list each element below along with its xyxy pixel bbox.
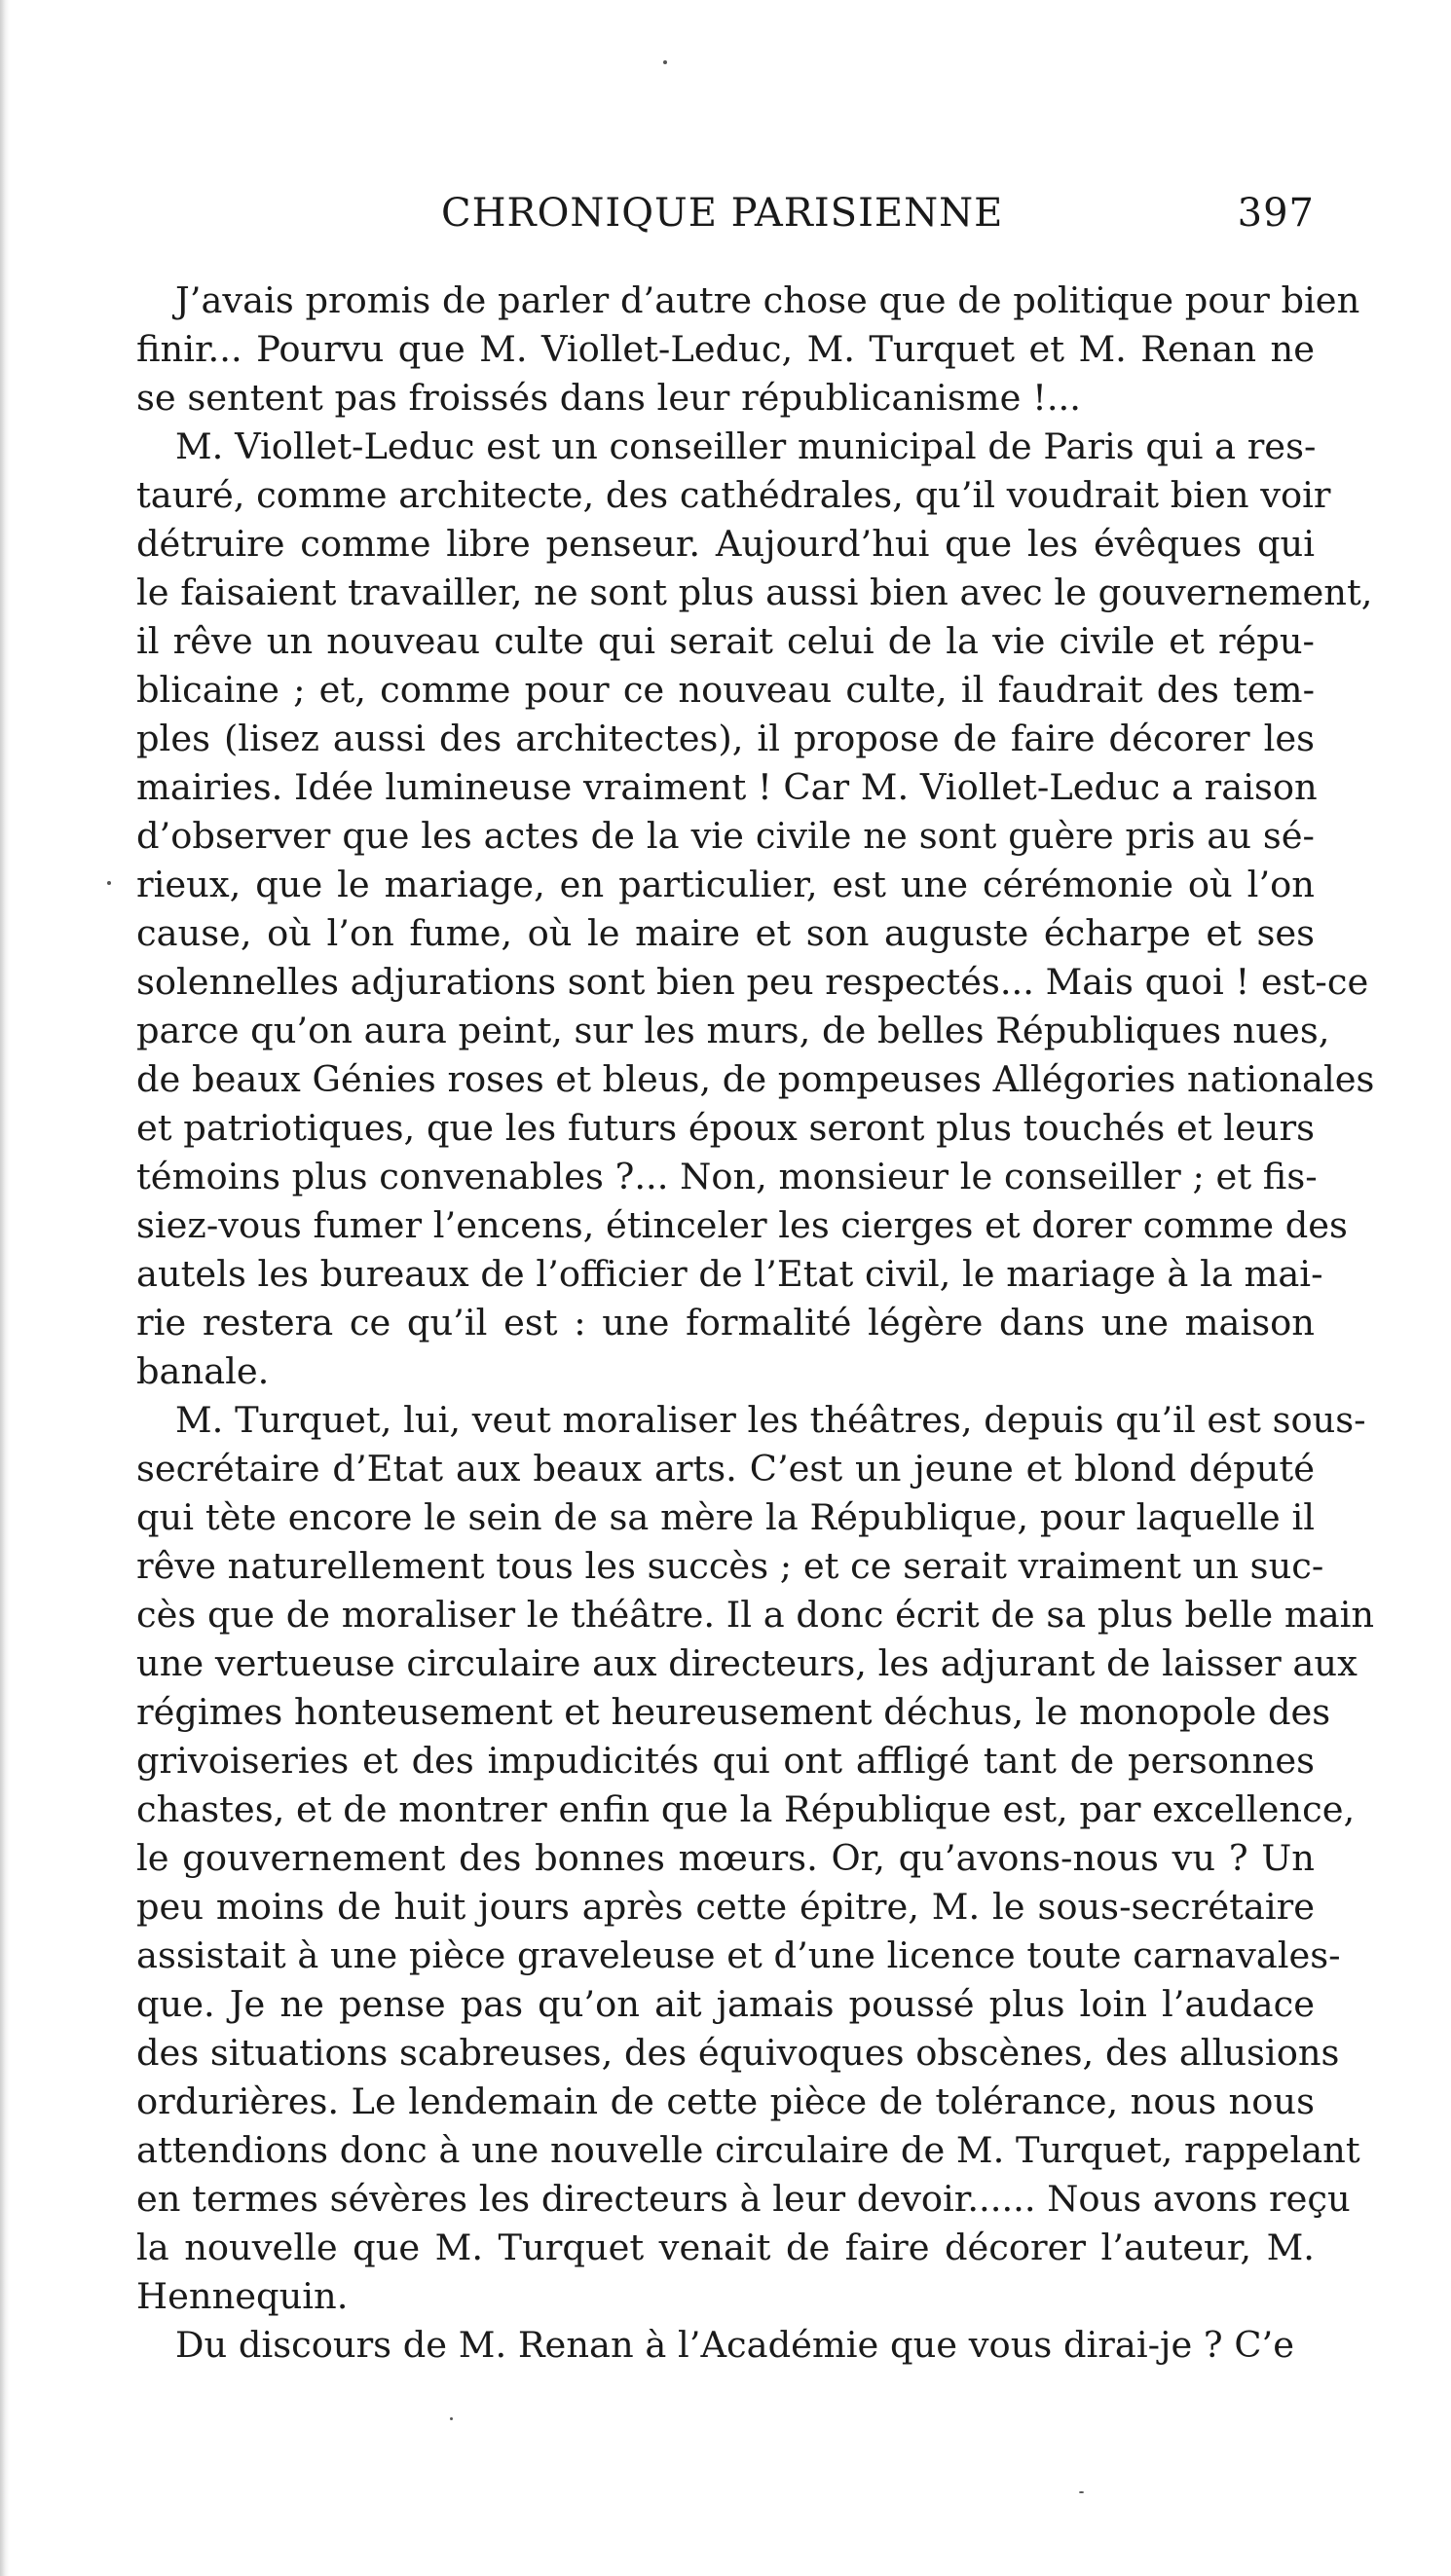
text-line: blicaine ; et, comme pour ce nouveau culte, il faudrait des tem- — [136, 669, 1315, 711]
page-edge — [0, 0, 10, 2576]
text-line: rieux, que le mariage, en particulier, est une cérémonie où l’on — [136, 864, 1315, 905]
text-line: le faisaient travailler, ne sont plus aussi bien avec le gouvernement, — [136, 571, 1373, 613]
page-number: 397 — [1237, 191, 1315, 236]
text-line: banale. — [136, 1350, 270, 1392]
text-line: d’observer que les actes de la vie civile ne sont guère pris au sé- — [136, 815, 1315, 857]
text-line: le gouvernement des bonnes mœurs. Or, qu’avons-nous vu ? Un — [136, 1837, 1315, 1879]
text-line: rie restera ce qu’il est : une formalité légère dans une maison — [136, 1302, 1315, 1343]
text-line: témoins plus convenables ?... Non, monsieur le conseiller ; et fis- — [136, 1156, 1318, 1197]
text-line: la nouvelle que M. Turquet venait de faire décorer l’auteur, M. — [136, 2226, 1315, 2268]
paper-speck — [1079, 2491, 1084, 2493]
text-line: siez-vous fumer l’encens, étinceler les cierges et dorer comme des — [136, 1204, 1348, 1246]
text-line: que. Je ne pense pas qu’on ait jamais poussé plus loin l’audace — [136, 1983, 1315, 2025]
paragraph — [136, 1396, 1375, 2321]
text-line: autels les bureaux de l’officier de l’Etat civil, le mariage à la mai- — [136, 1253, 1323, 1295]
text-line: en termes sévères les directeurs à leur devoir...... Nous avons reçu — [136, 2178, 1351, 2220]
text-line: ordurières. Le lendemain de cette pièce de tolérance, nous nous — [136, 2080, 1315, 2122]
text-line: Hennequin. — [136, 2275, 349, 2317]
text-line: qui tète encore le sein de sa mère la République, pour laquelle il — [136, 1496, 1315, 1538]
text-line: cause, où l’on fume, où le maire et son auguste écharpe et ses — [136, 912, 1315, 954]
text-line: peu moins de huit jours après cette épitre, M. le sous-secrétaire — [136, 1886, 1315, 1928]
text-line: il rêve un nouveau culte qui serait celui de la vie civile et répu- — [136, 620, 1315, 662]
text-line: ples (lisez aussi des architectes), il propose de faire décorer les — [136, 718, 1315, 759]
paragraph — [136, 2321, 1315, 2370]
text-line: de beaux Génies roses et bleus, de pompeuses Allégories nationales — [136, 1058, 1375, 1100]
text-line: parce qu’on aura peint, sur les murs, de belles Républiques nues, — [136, 1010, 1330, 1051]
text-line: M. Viollet-Leduc est un conseiller municipal de Paris qui a res- — [175, 425, 1317, 467]
paragraph — [136, 423, 1375, 1396]
paragraph — [136, 276, 1360, 423]
text-line: attendions donc à une nouvelle circulaire de M. Turquet, rappelant — [136, 2129, 1360, 2171]
text-line: secrétaire d’Etat aux beaux arts. C’est un jeune et blond député — [136, 1448, 1315, 1490]
text-line: régimes honteusement et heureusement déchus, le monopole des — [136, 1691, 1331, 1733]
text-line: tauré, comme architecte, des cathédrales, qu’il voudrait bien voir — [136, 474, 1331, 516]
text-line: M. Turquet, lui, veut moraliser les théâtres, depuis qu’il est sous- — [175, 1399, 1366, 1441]
running-title: CHRONIQUE PARISIENNE — [441, 191, 1004, 236]
paper-speck — [450, 2417, 453, 2420]
text-line: cès que de moraliser le théâtre. Il a donc écrit de sa plus belle main — [136, 1594, 1375, 1636]
text-line: et patriotiques, que les futurs époux seront plus touchés et leurs — [136, 1107, 1315, 1149]
text-line: solennelles adjurations sont bien peu respectés... Mais quoi ! est-ce — [136, 961, 1369, 1003]
text-line: grivoiseries et des impudicités qui ont affligé tant de personnes — [136, 1740, 1315, 1782]
text-line: détruire comme libre penseur. Aujourd’hui que les évêques qui — [136, 523, 1315, 565]
text-line: des situations scabreuses, des équivoques obscènes, des allusions — [136, 2032, 1340, 2074]
text-line: J’avais promis de parler d’autre chose que de politique pour bien — [175, 279, 1360, 321]
text-line: chastes, et de montrer enfin que la République est, par excellence, — [136, 1788, 1356, 1830]
text-line: finir... Pourvu que M. Viollet-Leduc, M. Turquet et M. Renan ne — [136, 328, 1315, 370]
text-line: se sentent pas froissés dans leur républicanisme !... — [136, 377, 1081, 419]
text-line: Du discours de M. Renan à l’Académie que vous dirai-je ? C’e — [175, 2324, 1294, 2366]
text-line: une vertueuse circulaire aux directeurs, les adjurant de laisser aux — [136, 1642, 1358, 1684]
page-header — [136, 191, 1315, 249]
text-line: rêve naturellement tous les succès ; et ce serait vraiment un suc- — [136, 1545, 1324, 1587]
text-line: assistait à une pièce graveleuse et d’une licence toute carnavales- — [136, 1934, 1341, 1976]
text-line: mairies. Idée lumineuse vraiment ! Car M. Viollet-Leduc a raison — [136, 766, 1318, 808]
paper-speck — [663, 60, 667, 64]
paper-speck — [107, 881, 111, 885]
body-text — [136, 276, 1375, 2370]
